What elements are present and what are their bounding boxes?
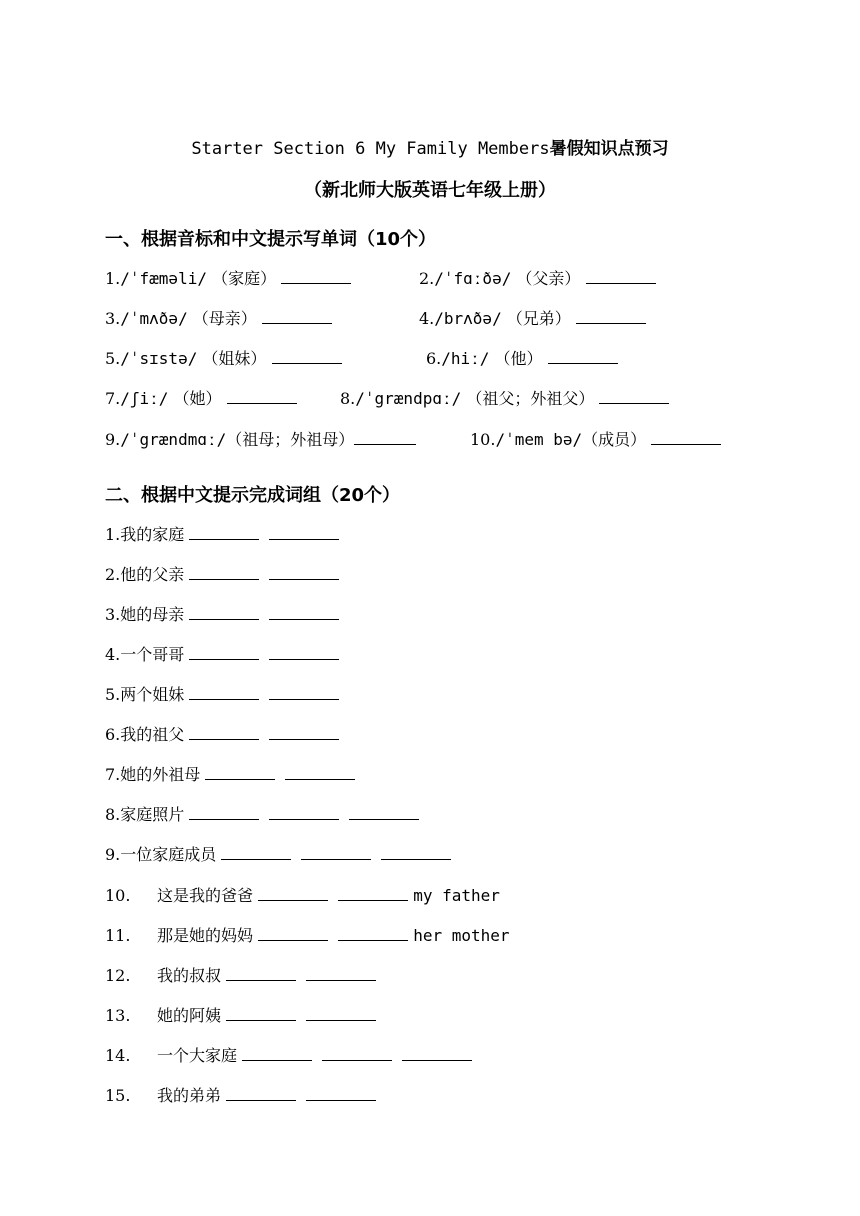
hint: （兄弟） — [506, 309, 571, 328]
phonetic: /hiː/ — [441, 349, 490, 368]
page-subtitle: （新北师大版英语七年级上册） — [304, 180, 556, 201]
answer-blank[interactable] — [221, 847, 291, 860]
answer-blank[interactable] — [269, 567, 339, 580]
page-title — [0, 134, 860, 159]
phrase-item: 11. 那是她的妈妈 her mother — [105, 926, 510, 945]
hint: （祖母；外祖母） — [226, 430, 355, 449]
answer-blank[interactable] — [189, 607, 259, 620]
answer-blank[interactable] — [306, 968, 376, 981]
phrase-item: 2.他的父亲 — [105, 562, 339, 585]
vocab-item: 7./ʃiː/ （她） — [105, 386, 297, 409]
vocab-item: 1./ˈfæməli/ （家庭） — [105, 266, 351, 289]
phonetic: /ˈgrændpɑː/ — [355, 389, 462, 408]
phonetic: /ˈfɑːðə/ — [434, 269, 512, 288]
section2-heading: 二、根据中文提示完成词组（20个） — [105, 485, 401, 506]
answer-blank[interactable] — [338, 888, 408, 901]
phrase-item: 5.两个姐妹 — [105, 682, 339, 705]
hint: （他） — [494, 349, 543, 368]
answer-blank[interactable] — [306, 1008, 376, 1021]
answer-blank[interactable] — [306, 1088, 376, 1101]
phrase-item: 6.我的祖父 — [105, 722, 339, 745]
hint: （她） — [173, 389, 222, 408]
answer-blank[interactable] — [226, 1008, 296, 1021]
hint: （家庭） — [212, 269, 277, 288]
phonetic: /ˈfæməli/ — [120, 269, 207, 288]
vocab-item: 9./ˈgrændmɑː/（祖母；外祖母） — [105, 427, 416, 450]
phrase-suffix: her mother — [413, 926, 510, 945]
answer-blank[interactable] — [281, 271, 351, 284]
phrase-item: 8.家庭照片 — [105, 802, 419, 825]
answer-blank[interactable] — [226, 968, 296, 981]
answer-blank[interactable] — [269, 607, 339, 620]
answer-blank[interactable] — [402, 1048, 472, 1061]
answer-blank[interactable] — [599, 391, 669, 404]
answer-blank[interactable] — [269, 727, 339, 740]
vocab-item: 2./ˈfɑːðə/ （父亲） — [419, 266, 656, 289]
answer-blank[interactable] — [189, 647, 259, 660]
phrase-item: 10. 这是我的爸爸 my father — [105, 886, 500, 905]
answer-blank[interactable] — [381, 847, 451, 860]
phrase-item: 1.我的家庭 — [105, 522, 339, 545]
phrase-item: 7.她的外祖母 — [105, 762, 355, 785]
answer-blank[interactable] — [262, 311, 332, 324]
phonetic: /ˈsɪstə/ — [120, 349, 198, 368]
answer-blank[interactable] — [258, 888, 328, 901]
hint: （祖父；外祖父） — [466, 389, 595, 408]
vocab-item: 5./ˈsɪstə/ （姐妹） — [105, 346, 342, 369]
vocab-item: 8./ˈgrændpɑː/ （祖父；外祖父） — [340, 386, 669, 409]
hint: （成员） — [582, 430, 647, 449]
answer-blank[interactable] — [226, 1088, 296, 1101]
phrase-item: 4.一个哥哥 — [105, 642, 339, 665]
answer-blank[interactable] — [242, 1048, 312, 1061]
answer-blank[interactable] — [227, 391, 297, 404]
title-english: Starter Section 6 My Family Members — [191, 139, 550, 159]
hint: （姐妹） — [202, 349, 267, 368]
phrase-item: 12. 我的叔叔 — [105, 963, 376, 986]
answer-blank[interactable] — [354, 432, 416, 445]
answer-blank[interactable] — [269, 687, 339, 700]
answer-blank[interactable] — [301, 847, 371, 860]
answer-blank[interactable] — [349, 807, 419, 820]
vocab-item: 6./hiː/ （他） — [426, 346, 618, 369]
answer-blank[interactable] — [258, 928, 328, 941]
answer-blank[interactable] — [189, 527, 259, 540]
vocab-item: 3./ˈmʌðə/ （母亲） — [105, 306, 332, 329]
title-chinese: 暑假知识点预习 — [549, 139, 669, 159]
phrase-item: 9.一位家庭成员 — [105, 842, 451, 865]
phrase-item: 13. 她的阿姨 — [105, 1003, 376, 1026]
phonetic: /ˈmʌðə/ — [120, 309, 188, 328]
phrase-suffix: my father — [413, 886, 500, 905]
answer-blank[interactable] — [269, 807, 339, 820]
answer-blank[interactable] — [189, 727, 259, 740]
section1-heading: 一、根据音标和中文提示写单词（10个） — [105, 229, 437, 250]
answer-blank[interactable] — [269, 527, 339, 540]
phonetic: /ʃiː/ — [120, 389, 169, 408]
answer-blank[interactable] — [189, 807, 259, 820]
vocab-item: 4./brʌðə/ （兄弟） — [419, 306, 646, 329]
answer-blank[interactable] — [548, 351, 618, 364]
answer-blank[interactable] — [269, 647, 339, 660]
answer-blank[interactable] — [205, 767, 275, 780]
phrase-item: 14. 一个大家庭 — [105, 1043, 472, 1066]
answer-blank[interactable] — [189, 567, 259, 580]
answer-blank[interactable] — [189, 687, 259, 700]
phonetic: /ˈgrændmɑː/ — [120, 430, 227, 449]
answer-blank[interactable] — [322, 1048, 392, 1061]
phrase-item: 3.她的母亲 — [105, 602, 339, 625]
answer-blank[interactable] — [272, 351, 342, 364]
hint: （父亲） — [516, 269, 581, 288]
phonetic: /brʌðə/ — [434, 309, 502, 328]
answer-blank[interactable] — [651, 432, 721, 445]
phrase-item: 15. 我的弟弟 — [105, 1083, 376, 1106]
vocab-item: 10./ˈmem bə/（成员） — [470, 427, 721, 450]
answer-blank[interactable] — [576, 311, 646, 324]
phonetic: /ˈmem bə/ — [495, 430, 583, 449]
answer-blank[interactable] — [586, 271, 656, 284]
hint: （母亲） — [192, 309, 257, 328]
answer-blank[interactable] — [338, 928, 408, 941]
answer-blank[interactable] — [285, 767, 355, 780]
